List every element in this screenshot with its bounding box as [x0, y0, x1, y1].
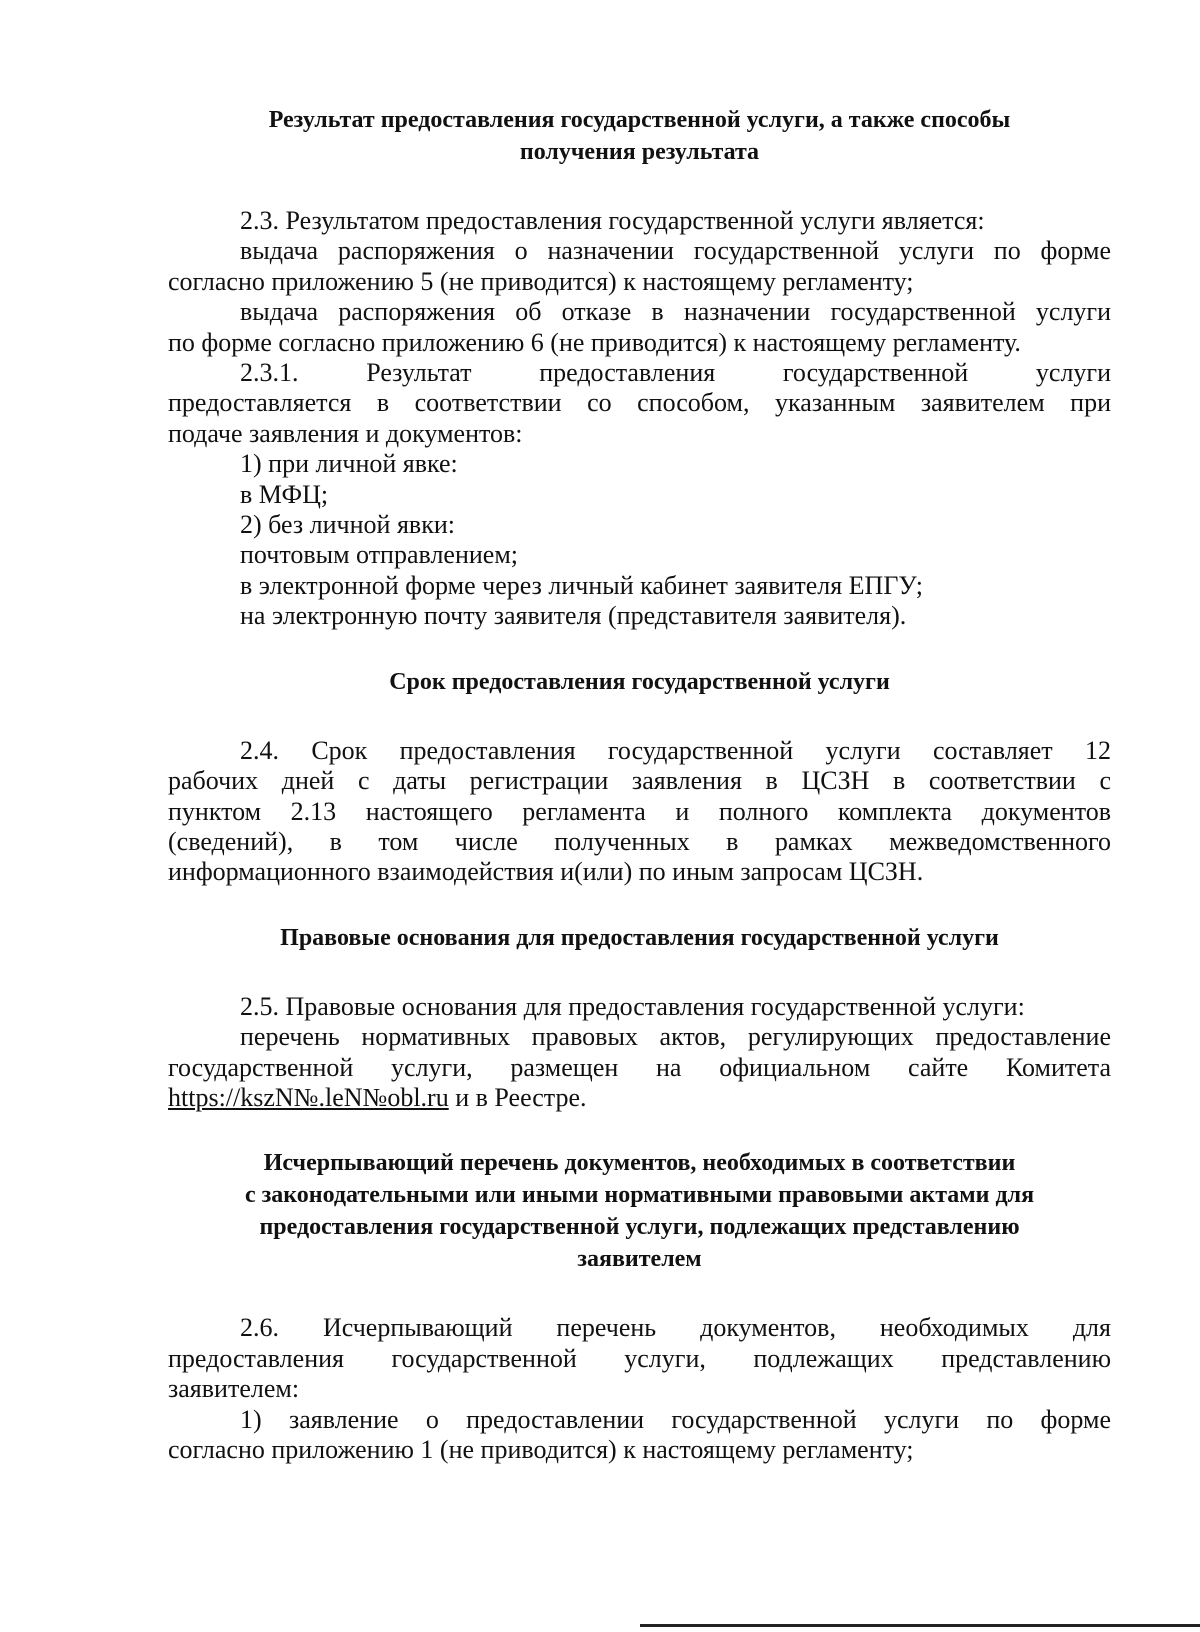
heading-term: [168, 666, 1111, 698]
text-line: заявителем:: [168, 1374, 300, 1404]
text-fragment: и в Реестре.: [448, 1082, 587, 1112]
text-line: информационного взаимодействия и(или) по иным запросам ЦСЗН.: [168, 857, 924, 887]
text-line: предоставляется в соответствии со способом, указанным заявителем при: [168, 388, 1111, 418]
heading-result: [168, 104, 1111, 168]
text-line: выдача распоряжения о назначении государственной услуги по форме: [240, 236, 1111, 266]
paragraph-2-5: [168, 992, 1111, 1114]
heading-line: Результат предоставления государственной услуги, а также способы: [268, 107, 1011, 133]
list-item: 2) без личной явки:: [240, 510, 455, 540]
heading-line: получения результата: [519, 139, 760, 165]
heading-line: с законодательными или иными нормативными правовыми актами для: [244, 1182, 1035, 1209]
text-line: 2.5. Правовые основания для предоставления государственной услуги:: [240, 991, 1025, 1021]
list-item: в электронной форме через личный кабинет заявителя ЕПГУ;: [240, 570, 924, 600]
heading-line: Исчерпывающий перечень документов, необходимых в соответствии: [263, 1150, 1016, 1177]
heading-documents: [168, 1147, 1111, 1275]
text-line: 2.4. Срок предоставления государственной услуги составляет 12: [240, 735, 1111, 765]
list-item: почтовым отправлением;: [240, 540, 519, 570]
paragraph-2-4: [168, 736, 1111, 888]
text-line: подаче заявления и документов:: [168, 418, 523, 448]
text-line: рабочих дней с даты регистрации заявления в ЦСЗН в соответствии с: [168, 766, 1111, 796]
text-line: государственной услуги, размещен на официальном сайте Комитета: [168, 1052, 1111, 1082]
text-line: [168, 1083, 1111, 1113]
text-line: перечень нормативных правовых актов, регулирующих предоставление: [240, 1022, 1111, 1052]
text-line: согласно приложению 5 (не приводится) к настоящему регламенту;: [168, 266, 914, 296]
committee-site-link[interactable]: https://kszN№.leN№obl.ru: [168, 1082, 449, 1112]
heading-line: Правовые основания для предоставления государственной услуги: [280, 924, 999, 951]
text-line: 1) заявление о предоставлении государственной услуги по форме: [240, 1404, 1111, 1434]
text-line: (сведений), в том числе полученных в рамках межведомственного: [168, 826, 1111, 856]
paragraph-2-3: [168, 206, 1111, 632]
list-item: 1) при личной явке:: [240, 449, 458, 479]
text-line: выдача распоряжения об отказе в назначении государственной услуги: [240, 297, 1111, 327]
text-line: согласно приложению 1 (не приводится) к настоящему регламенту;: [168, 1434, 914, 1464]
text-line: по форме согласно приложению 6 (не приводится) к настоящему регламенту.: [168, 327, 1021, 357]
heading-line: заявителем: [577, 1246, 702, 1273]
heading-line: предоставления государственной услуги, подлежащих представлению: [259, 1214, 1020, 1241]
heading-legal: [168, 922, 1111, 954]
text-line: 2.6. Исчерпывающий перечень документов, необходимых для: [240, 1313, 1111, 1343]
text-line: 2.3.1. Результат предоставления государственной услуги: [240, 358, 1111, 388]
paragraph-2-6: [168, 1313, 1111, 1465]
text-line: пунктом 2.13 настоящего регламента и полного комплекта документов: [168, 796, 1111, 826]
scan-edge-line: [640, 1624, 1200, 1627]
text-line: предоставления государственной услуги, подлежащих представлению: [168, 1343, 1111, 1373]
list-item: в МФЦ;: [240, 479, 329, 509]
text-line: 2.3. Результатом предоставления государственной услуги является:: [240, 206, 985, 235]
heading-line: Срок предоставления государственной услуги: [389, 668, 890, 695]
document-page: [168, 104, 1111, 1465]
list-item: на электронную почту заявителя (представителя заявителя).: [240, 601, 907, 631]
